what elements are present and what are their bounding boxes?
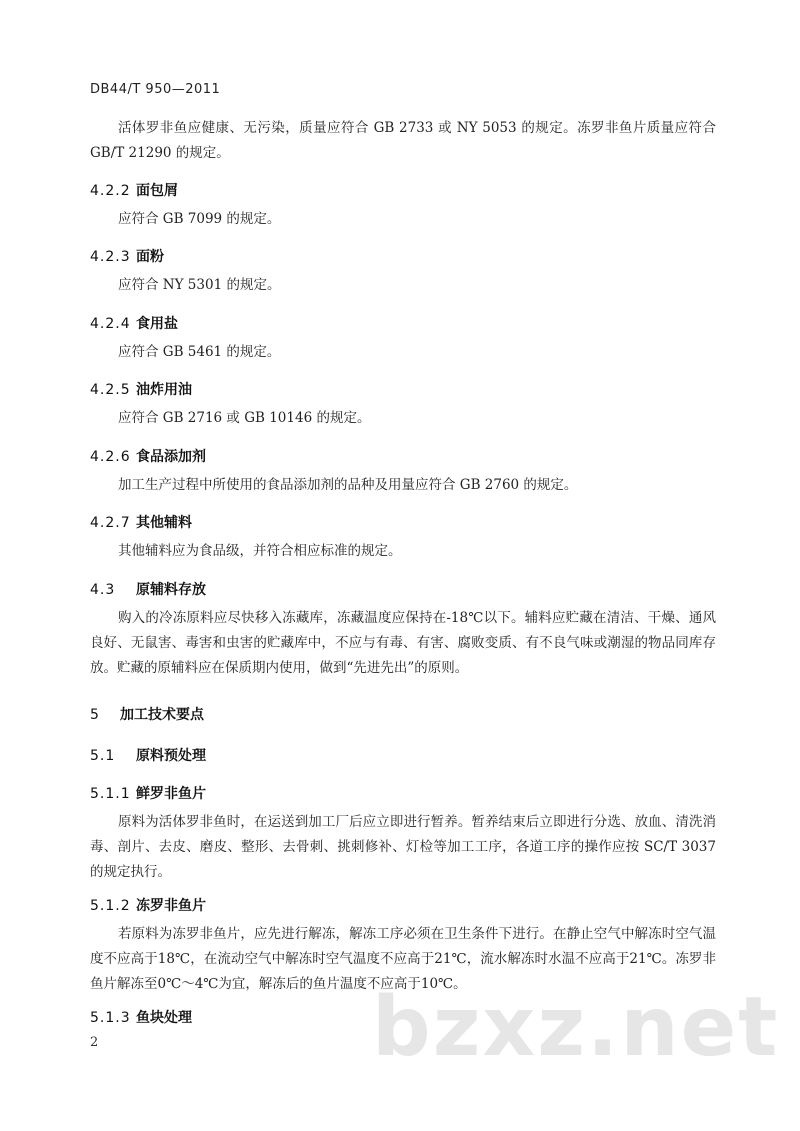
- paragraph-5-1-2: 若原料为冻罗非鱼片，应先进行解冻，解冻工序必须在卫生条件下进行。在静止空气中解冻时空气温度不应高于18℃，在流动空气中解冻时空气温度不应高于21℃，流水解冻时水温不应高于21℃。冻罗非鱼片解冻至0℃～4℃为宜，解冻后的鱼片温度不应高于10℃。: [90, 926, 716, 992]
- section-title: 原料预处理: [136, 748, 206, 764]
- section-number: 5: [90, 707, 100, 723]
- section-number: 4.2.5: [90, 382, 131, 398]
- section-number: 5.1.2: [90, 898, 131, 914]
- section-heading-5-1-1: [90, 783, 206, 803]
- section-number: 5.1.3: [90, 1010, 131, 1026]
- paragraph-4-2-2: 应符合 GB 7099 的规定。: [118, 211, 281, 227]
- paragraph-5-1-1: 原料为活体罗非鱼时，在运送到加工厂后应立即进行暂养。暂养结束后立即进行分选、放血、清洗消毒、剖片、去皮、磨皮、整形、去骨刺、挑刺修补、灯检等加工工序，各道工序的操作应按 SC/T 3037 的规定执行。: [90, 814, 716, 880]
- paragraph-4-2-7: 其他辅料应为食品级，并符合相应标准的规定。: [118, 543, 402, 559]
- section-heading-4-2-5: [90, 379, 192, 399]
- section-title: 食品添加剂: [136, 449, 206, 465]
- section-title: 鱼块处理: [136, 1010, 192, 1026]
- paragraph-4-2-6: 加工生产过程中所使用的食品添加剂的品种及用量应符合 GB 2760 的规定。: [118, 477, 578, 493]
- section-title: 加工技术要点: [120, 707, 204, 723]
- section-heading-4-2-2: [90, 180, 178, 200]
- section-number: 4.3: [90, 582, 116, 598]
- section-title: 食用盐: [136, 316, 178, 332]
- section-heading-5-1-3: [90, 1007, 192, 1027]
- section-number: 4.2.6: [90, 449, 131, 465]
- paragraph-4-2-3: 应符合 NY 5301 的规定。: [118, 277, 281, 293]
- section-title: 鲜罗非鱼片: [136, 786, 206, 802]
- section-title: 原辅料存放: [136, 582, 206, 598]
- section-number: 4.2.2: [90, 183, 131, 199]
- section-number: 5.1: [90, 748, 116, 764]
- paragraph-4-3: 购入的冷冻原料应尽快移入冻藏库，冻藏温度应保持在-18℃以下。辅料应贮藏在清洁、干燥、通风良好、无鼠害、毒害和虫害的贮藏库中，不应与有毒、有害、腐败变质、有不良气味或潮湿的物品同库存放。贮藏的原辅料应在保质期内使用，做到“先进先出”的原则。: [90, 610, 716, 676]
- section-number: 5.1.1: [90, 786, 131, 802]
- page-number: 2: [90, 1035, 99, 1050]
- section-heading-5: [90, 704, 204, 724]
- paragraph-4-2-5: 应符合 GB 2716 或 GB 10146 的规定。: [118, 410, 371, 426]
- paragraph-4-2-4: 应符合 GB 5461 的规定。: [118, 344, 281, 360]
- section-title: 冻罗非鱼片: [136, 898, 206, 914]
- section-heading-4-2-7: [90, 512, 192, 532]
- section-number: 4.2.3: [90, 249, 131, 265]
- section-title: 其他辅料: [136, 515, 192, 531]
- section-heading-5-1-2: [90, 895, 206, 915]
- paragraph-raw-fish: 活体罗非鱼应健康、无污染，质量应符合 GB 2733 或 NY 5053 的规定。冻罗非鱼片质量应符合 GB/T 21290 的规定。: [90, 120, 716, 161]
- document-code: DB44/T 950—2011: [90, 82, 221, 97]
- section-heading-4-2-4: [90, 313, 178, 333]
- section-title: 面包屑: [136, 183, 178, 199]
- section-heading-4-2-6: [90, 446, 206, 466]
- section-title: 油炸用油: [136, 382, 192, 398]
- section-number: 4.2.4: [90, 316, 131, 332]
- section-heading-4-3: [90, 579, 206, 599]
- section-title: 面粉: [136, 249, 164, 265]
- section-heading-5-1: [90, 745, 206, 765]
- section-heading-4-2-3: [90, 246, 164, 266]
- watermark-text: bzxz.net: [372, 980, 780, 1075]
- section-number: 4.2.7: [90, 515, 131, 531]
